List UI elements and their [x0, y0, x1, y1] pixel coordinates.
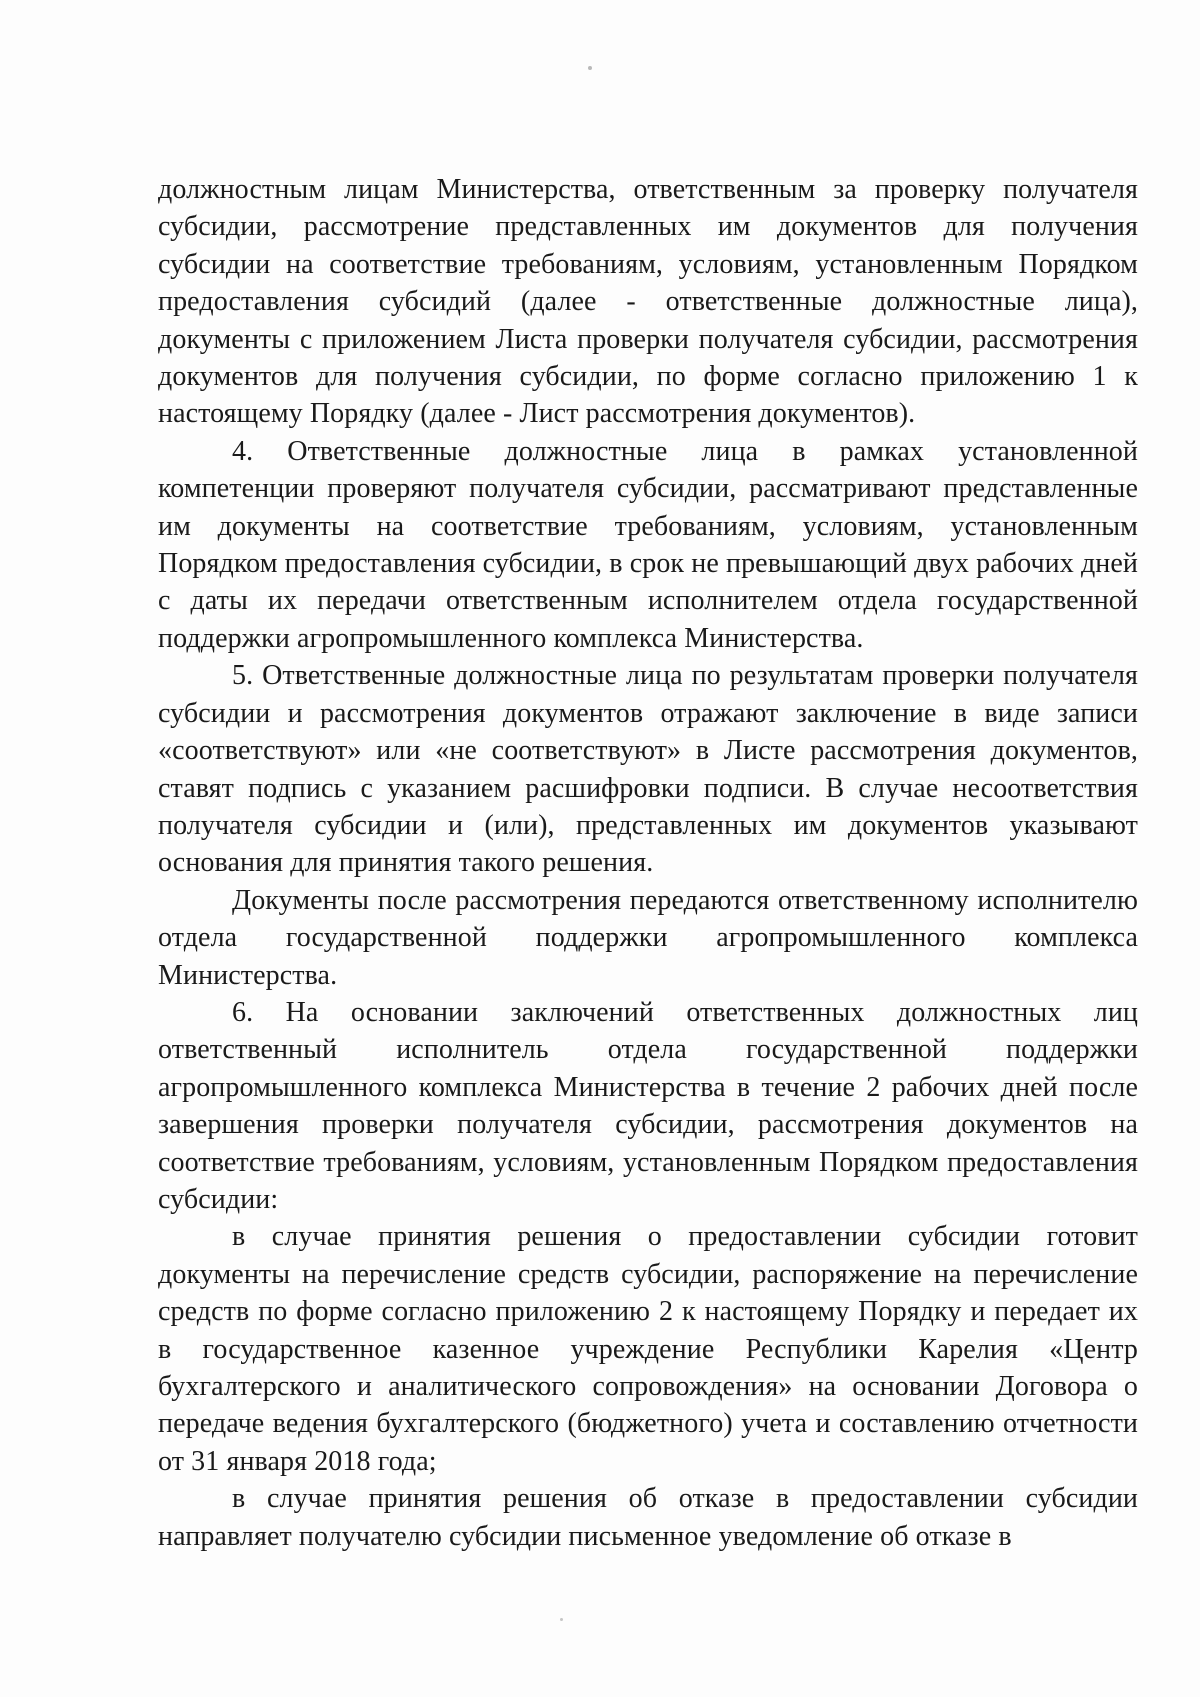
document-body: [158, 171, 1138, 1555]
paragraph-case-refusal: в случае принятия решения об отказе в предоставлении субсидии направляет получателю субсидии письменное уведомление об отказе в: [158, 1483, 1138, 1552]
paragraph-documents-transfer: Документы после рассмотрения передаются ответственному исполнителю отдела государственной поддержки агропромышленного комплекса Министерства.: [158, 884, 1138, 991]
paragraph-continuation: должностным лицам Министерства, ответственным за проверку получателя субсидии, рассмотрение представленных им документов для получения субсидии на соответствие требованиям, условиям, установленным Порядком предоставления субсидий (далее - ответственные должностные лица), документы с приложением Листа проверки получателя субсидии, рассмотрения документов для получения субсидии, по форме согласно приложению 1 к настоящему Порядку (далее - Лист рассмотрения документов).: [158, 174, 1138, 430]
paragraph-item-5: 5. Ответственные должностные лица по результатам проверки получателя субсидии и рассмотрения документов отражают заключение в виде записи «соответствуют» или «не соответствуют» в Листе рассмотрения документов, ставят подпись с указанием расшифровки подписи. В случае несоответствия получателя субсидии и (или), представленных им документов указывают основания для принятия такого решения.: [158, 660, 1138, 879]
scan-dot-mark: [588, 66, 592, 70]
paragraph-item-6: 6. На основании заключений ответственных должностных лиц ответственный исполнитель отдела государственной поддержки агропромышленного комплекса Министерства в течение 2 рабочих дней после завершения проверки получателя субсидии, рассмотрения документов на соответствие требованиям, условиям, установленным Порядком предоставления субсидии:: [158, 996, 1138, 1215]
scan-dot-mark-bottom: [560, 1618, 563, 1621]
paragraph-case-approval: в случае принятия решения о предоставлении субсидии готовит документы на перечисление средств субсидии, распоряжение на перечисление средств по форме согласно приложению 2 к настоящему Порядку и передает их в государственное казенное учреждение Республики Карелия «Центр бухгалтерского и аналитического сопровождения» на основании Договора о передаче ведения бухгалтерского (бюджетного) учета и составлению отчетности от 31 января 2018 года;: [158, 1221, 1138, 1477]
paragraph-item-4: 4. Ответственные должностные лица в рамках установленной компетенции проверяют получателя субсидии, рассматривают представленные им документы на соответствие требованиям, условиям, установленным Порядком предоставления субсидии, в срок не превышающий двух рабочих дней с даты их передачи ответственным исполнителем отдела государственной поддержки агропромышленного комплекса Министерства.: [158, 435, 1138, 654]
